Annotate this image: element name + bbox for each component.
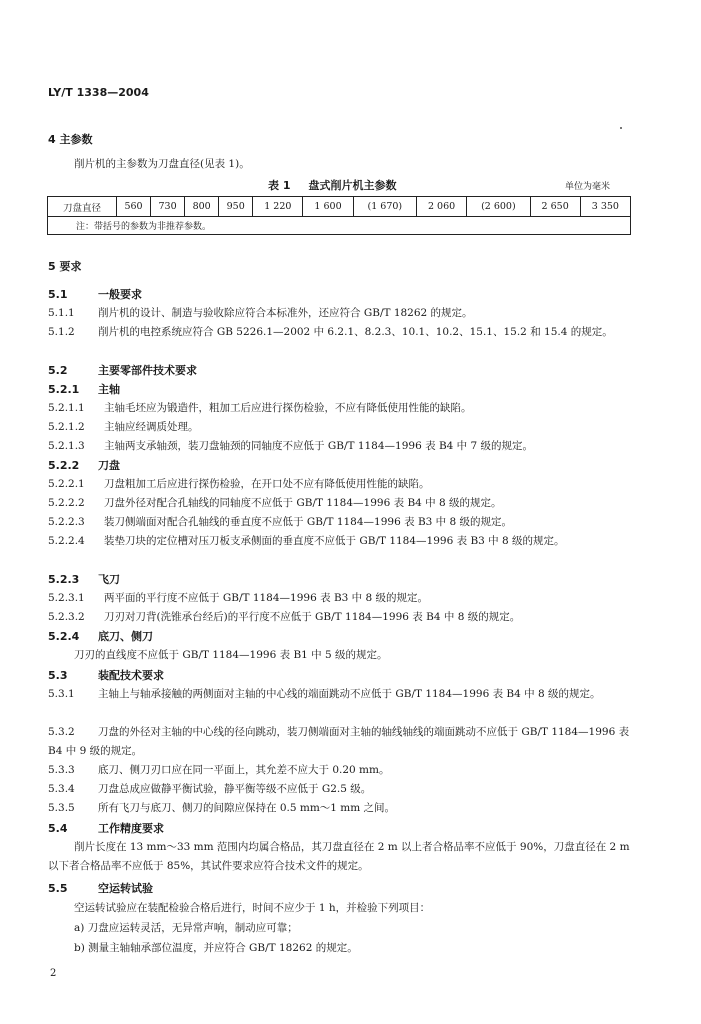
clause-title: 底刀、侧刀 [98,630,153,643]
section-4-heading: 4 主参数 [48,133,93,146]
clause-5-2-1 [48,381,120,397]
clause-number: 5.2.1.3 [48,440,85,452]
clause-title: 主轴 [98,383,120,396]
clause-5-3-2 [48,723,630,761]
clause-5-2-4-text: 刀刃的直线度不应低于 GB/T 1184—1996 表 B1 中 5 级的规定。 [74,649,388,661]
clause-5-3-3 [48,762,389,777]
section-5-heading: 5 要求 [48,260,82,273]
clause-number: 5.2.2.4 [48,535,85,547]
clause-text: 装刀侧端面对配合孔轴线的垂直度不应低于 GB/T 1184—1996 表 B3 中 8 级的规定。 [104,516,513,528]
clause-number: 5.2.1 [48,383,80,396]
clause-5-3-1 [48,685,630,704]
clause-5-2-1-2 [48,419,199,434]
clause-title: 主要零部件技术要求 [98,364,197,377]
clause-number: 5.2.3 [48,573,80,586]
table-cell: 730 [151,197,185,217]
table-cell: (2 600) [467,197,530,217]
table-note: 注：带括号的参数为非推荐参数。 [48,217,631,235]
clause-text: 所有飞刀与底刀、侧刀的间隙应保持在 0.5 mm～1 mm 之间。 [98,802,396,814]
clause-number: 5.5 [48,882,68,895]
clause-5-5 [48,880,153,896]
clause-5-2-3 [48,571,120,587]
clause-5-3 [48,667,164,683]
clause-number: 5.2.3.1 [48,592,85,604]
table-number: 表 1 [268,179,291,192]
clause-text: 刀盘总成应做静平衡试验，静平衡等级不应低于 G2.5 级。 [98,783,372,795]
section-4-intro: 削片机的主参数为刀盘直径(见表 1)。 [74,158,250,170]
clause-number: 5.3.2 [48,726,75,738]
clause-title: 装配技术要求 [98,669,164,682]
table-cell: 800 [185,197,219,217]
clause-number: 5.1.2 [48,326,75,338]
clause-5-5-text: 空运转试验应在装配检验合格后进行，时间不应少于 1 h，并检验下列项目： [74,902,431,914]
clause-5-2-3-2 [48,609,520,624]
clause-number: 5.2.2.1 [48,478,85,490]
page-number: 2 [50,968,57,979]
clause-number: 5.3 [48,669,68,682]
scan-speck [620,127,622,129]
clause-title: 一般要求 [98,288,142,301]
row-label: 刀盘直径 [48,197,117,217]
table-cell: 560 [117,197,151,217]
clause-5-5-item-b: b) 测量主轴轴承部位温度，并应符合 GB/T 18262 的规定。 [74,942,358,954]
clause-5-4 [48,820,164,836]
table-unit: 单位为毫米 [565,182,611,192]
clause-title: 飞刀 [98,573,120,586]
clause-text: 削片机的设计、制造与验收除应符合本标准外，还应符合 GB/T 18262 的规定。 [98,307,473,319]
parameter-table [47,196,631,235]
clause-number: 5.1 [48,288,68,301]
clause-5-2 [48,362,197,378]
clause-text: 削片机的电控系统应符合 GB 5226.1—2002 中 6.2.1、8.2.3、10.1、10.2、15.1、15.2 和 15.4 的规定。 [98,326,613,338]
clause-5-2-2-4 [48,532,630,551]
table-cell: (1 670) [353,197,416,217]
clause-text: 主轴上与轴承接触的两侧面对主轴的中心线的端面跳动不应低于 GB/T 1184—1996 表 B4 中 8 级的规定。 [98,688,601,700]
clause-number: 5.4 [48,822,68,835]
table-title: 盘式削片机主参数 [308,179,397,192]
clause-title: 刀盘 [98,459,120,472]
clause-5-1 [48,286,142,302]
clause-number: 5.3.4 [48,783,75,795]
clause-text: 两平面的平行度不应低于 GB/T 1184—1996 表 B3 中 8 级的规定。 [104,592,429,604]
clause-5-2-2-3 [48,514,512,529]
table-cell: 950 [219,197,253,217]
clause-5-2-4 [48,628,153,644]
table-cell: 2 650 [530,197,580,217]
table-note-row [48,217,631,235]
clause-5-4-text: 削片长度在 13 mm～33 mm 范围内均属合格品，其刀盘直径在 2 m 以上者合格品率不应低于 90%，刀盘直径在 2 m 以下者合格品率不应低于 85%，其试件要求应符合技术文件的规定。 [48,841,630,872]
clause-5-2-3-1 [48,590,428,605]
clause-number: 5.3.3 [48,764,75,776]
clause-text: 主轴两支承轴颈，装刀盘轴颈的同轴度不应低于 GB/T 1184—1996 表 B4 中 7 级的规定。 [104,440,534,452]
clause-5-3-4 [48,781,371,796]
clause-text: 底刀、侧刀刃口应在同一平面上，其允差不应大于 0.20 mm。 [98,764,390,776]
clause-number: 5.2.2.2 [48,497,85,509]
clause-number: 5.1.1 [48,307,75,319]
clause-5-2-1-3 [48,438,533,453]
clause-number: 5.2.3.2 [48,611,85,623]
standard-id: LY/T 1338—2004 [48,86,149,99]
clause-number: 5.2.2.3 [48,516,85,528]
clause-text: 刀盘的外径对主轴的中心线的径向跳动，装刀侧端面对主轴的轴线轴线的端面跳动不应低于 GB/T 1184—1996 表 B4 中 9 级的规定。 [48,726,630,757]
table-caption [268,177,396,193]
clause-5-1-1 [48,305,473,320]
table-cell: 3 350 [580,197,630,217]
clause-5-2-2 [48,457,120,473]
clause-number: 5.3.1 [48,688,75,700]
clause-number: 5.2 [48,364,68,377]
clause-text: 主轴毛坯应为锻造件，粗加工后应进行探伤检验，不应有降低使用性能的缺陷。 [104,402,472,414]
clause-5-1-2 [48,323,630,342]
clause-title: 空运转试验 [98,882,153,895]
table-cell: 2 060 [417,197,467,217]
table-cell: 1 600 [303,197,353,217]
clause-text: 刀盘粗加工后应进行探伤检验，在开口处不应有降低使用性能的缺陷。 [104,478,430,490]
clause-text: 刀刃对刀背(洗锥承台经后)的平行度不应低于 GB/T 1184—1996 表 B4 中 8 级的规定。 [104,611,521,623]
clause-5-5-item-a: a) 刀盘应运转灵活，无异常声响，制动应可靠； [74,922,298,934]
clause-text: 刀盘外径对配合孔轴线的同轴度不应低于 GB/T 1184—1996 表 B4 中 8 级的规定。 [104,497,502,509]
clause-5-2-1-1 [48,400,472,415]
table-cell: 1 220 [253,197,303,217]
clause-number: 5.2.1.1 [48,402,85,414]
clause-5-2-2-2 [48,495,502,510]
clause-number: 5.2.2 [48,459,80,472]
clause-5-3-5 [48,800,395,815]
clause-title: 工作精度要求 [98,822,164,835]
clause-5-2-2-1 [48,476,430,491]
clause-number: 5.3.5 [48,802,75,814]
table-row [48,197,631,217]
clause-number: 5.2.1.2 [48,421,85,433]
clause-text: 主轴应经调质处理。 [104,421,199,433]
clause-number: 5.2.4 [48,630,80,643]
clause-text: 装垫刀块的定位槽对压刀板支承侧面的垂直度不应低于 GB/T 1184—1996 表 B3 中 8 级的规定。 [104,535,565,547]
